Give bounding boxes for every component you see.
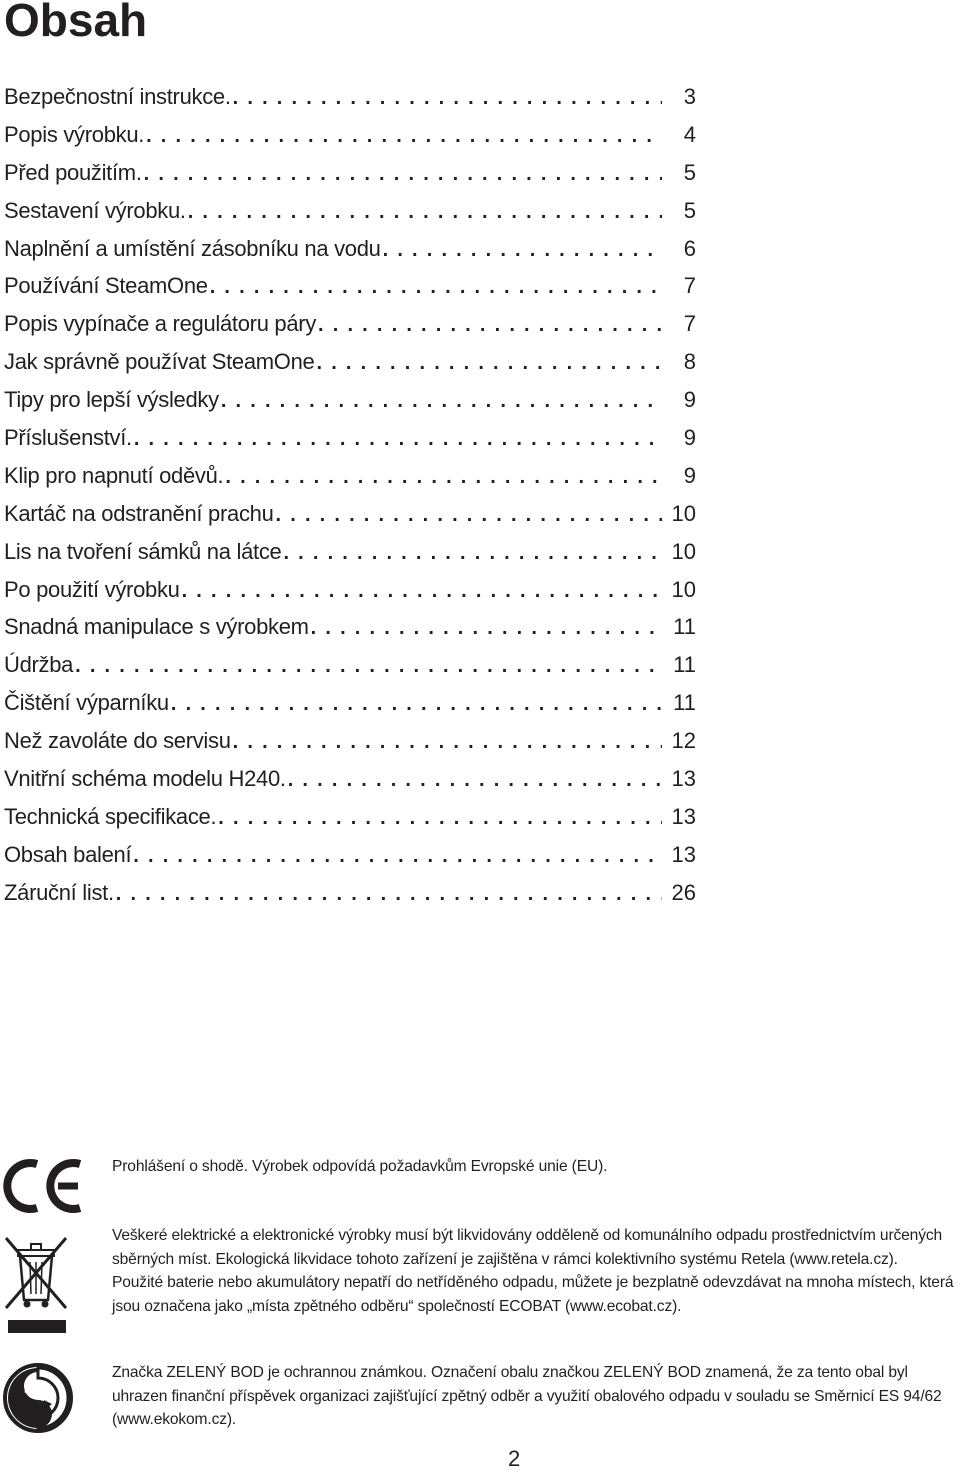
toc-entry-label: Jak správně používat SteamOne [4, 343, 316, 381]
toc-entry[interactable] [4, 305, 696, 343]
toc-dot-leader [233, 80, 662, 118]
page-title: Obsah [4, 0, 148, 46]
toc-entry-label: Po použití výrobku [4, 571, 182, 609]
toc-dot-leader [144, 156, 662, 194]
toc-entry-page-number: 10 [671, 500, 696, 526]
toc-dot-leader [133, 838, 662, 876]
toc-dot-leader [318, 307, 662, 345]
toc-entry-label: Tipy pro lepší výsledky [4, 381, 221, 419]
toc-entry-label: Záruční list. [4, 874, 116, 912]
toc-entry[interactable] [4, 381, 696, 419]
toc-dot-leader [182, 573, 662, 611]
crossed-out-bin-icon [4, 1236, 68, 1334]
toc-entry[interactable] [4, 267, 696, 305]
toc-entry[interactable] [4, 533, 696, 571]
toc-entry[interactable] [4, 343, 696, 381]
toc-entry-page-number: 13 [671, 803, 696, 829]
toc-dot-leader [188, 194, 662, 232]
toc-entry[interactable] [4, 684, 696, 722]
toc-entry-label: Popis vypínače a regulátoru páry [4, 305, 318, 343]
toc-entry-label: Vnitřní schéma modelu H240. [4, 760, 288, 798]
toc-dot-leader [75, 648, 662, 686]
green-dot-icon [2, 1362, 74, 1434]
toc-entry[interactable] [4, 457, 696, 495]
toc-entry-page-number: 3 [683, 84, 696, 109]
green-dot-notice-text: Značka ZELENÝ BOD je ochrannou známkou. Označení obalu značkou ZELENÝ BOD znamená, že za tento obal byl uhrazen finanční příspěvek organizaci zajišťující zpětný odběr a využití obalového odpadu v souladu se Směrnicí ES 94/62 (www.ekokom.cz). [112, 1364, 942, 1428]
toc-entry-label: Popis výrobku. [4, 116, 146, 154]
toc-entry-label: Čištění výparníku [4, 684, 171, 722]
toc-entry-page-number: 5 [683, 159, 696, 185]
toc-entry-label: Technická specifikace. [4, 798, 218, 836]
toc-entry[interactable] [4, 571, 696, 609]
toc-entry-page-number: 9 [683, 425, 696, 451]
toc-entry-page-number: 7 [683, 311, 696, 337]
page-number: 2 [508, 1446, 521, 1471]
toc-entry[interactable] [4, 116, 696, 154]
toc-dot-leader [288, 762, 662, 800]
battery-paragraph: Použité baterie nebo akumulátory nepatří do netříděného odpadu, můžete je bezplatně odevzdávat na mnoha místech, která jsou označena jako „místa zpětného odběru“ společností ECOBAT (www.ecobat.cz). [112, 1274, 954, 1315]
toc-dot-leader [221, 383, 662, 421]
toc-entry-label: Bezpečnostní instrukce. [4, 78, 233, 116]
toc-entry[interactable] [4, 836, 696, 874]
toc-entry-label: Lis na tvoření sámků na látce [4, 533, 283, 571]
toc-entry-page-number: 5 [683, 197, 696, 223]
toc-entry-label: Sestavení výrobku. [4, 192, 188, 230]
toc-entry-page-number: 10 [671, 538, 696, 564]
toc-entry-label: Před použitím. [4, 154, 144, 192]
toc-entry[interactable] [4, 874, 696, 912]
toc-entry[interactable] [4, 798, 696, 836]
weee-notice-text [112, 1224, 958, 1318]
toc-dot-leader [383, 232, 662, 270]
ce-notice-text: Prohlášení o shodě. Výrobek odpovídá požadavkům Evropské unie (EU). [112, 1158, 608, 1175]
toc-entry-page-number: 4 [683, 121, 696, 147]
toc-entry-label: Údržba [4, 646, 75, 684]
toc-dot-leader [116, 876, 662, 914]
toc-entry[interactable] [4, 192, 696, 230]
toc-entry-label: Snadná manipulace s výrobkem [4, 608, 311, 646]
toc-entry-label: Příslušenství. [4, 419, 134, 457]
table-of-contents [4, 78, 696, 912]
toc-dot-leader [218, 800, 662, 838]
toc-dot-leader [171, 686, 662, 724]
toc-dot-leader [210, 269, 662, 307]
toc-dot-leader [134, 421, 662, 459]
toc-entry-page-number: 7 [683, 273, 696, 299]
toc-entry[interactable] [4, 760, 696, 798]
toc-dot-leader [225, 459, 662, 497]
toc-entry-page-number: 9 [683, 387, 696, 413]
toc-entry-page-number: 13 [671, 841, 696, 867]
toc-entry-page-number: 26 [671, 879, 696, 905]
toc-entry[interactable] [4, 78, 696, 116]
toc-entry-label: Používání SteamOne [4, 267, 210, 305]
toc-dot-leader [311, 610, 662, 648]
toc-entry[interactable] [4, 722, 696, 760]
toc-entry-label: Obsah balení [4, 836, 133, 874]
toc-entry-page-number: 9 [683, 462, 696, 488]
toc-dot-leader [146, 118, 662, 156]
toc-entry-page-number: 12 [671, 728, 696, 754]
toc-entry[interactable] [4, 495, 696, 533]
toc-entry-page-number: 8 [683, 349, 696, 375]
toc-entry[interactable] [4, 419, 696, 457]
toc-dot-leader [233, 724, 662, 762]
toc-entry-page-number: 11 [673, 652, 696, 678]
toc-entry-page-number: 10 [671, 576, 696, 602]
weee-paragraph: Veškeré elektrické a elektronické výrobky musí být likvidovány odděleně od komunálního odpadu prostřednictvím určených sběrných míst. Ekologická likvidace tohoto zařízení je zajištěna v rámci kolektivního systému Retela (www.retela.cz). [112, 1227, 943, 1268]
toc-entry-label: Naplnění a umístění zásobníku na vodu [4, 230, 383, 268]
toc-entry-label: Klip pro napnutí oděvů. [4, 457, 225, 495]
toc-entry-label: Kartáč na odstranění prachu [4, 495, 276, 533]
toc-entry-label: Než zavoláte do servisu [4, 722, 233, 760]
ce-mark-icon [0, 1158, 82, 1214]
toc-entry-page-number: 13 [671, 766, 696, 792]
toc-dot-leader [283, 535, 662, 573]
toc-entry[interactable] [4, 646, 696, 684]
toc-entry[interactable] [4, 608, 696, 646]
toc-dot-leader [276, 497, 662, 535]
toc-dot-leader [316, 345, 662, 383]
toc-entry[interactable] [4, 154, 696, 192]
toc-entry[interactable] [4, 230, 696, 268]
toc-entry-page-number: 11 [673, 690, 696, 716]
toc-entry-page-number: 11 [673, 614, 696, 640]
toc-entry-page-number: 6 [683, 235, 696, 261]
